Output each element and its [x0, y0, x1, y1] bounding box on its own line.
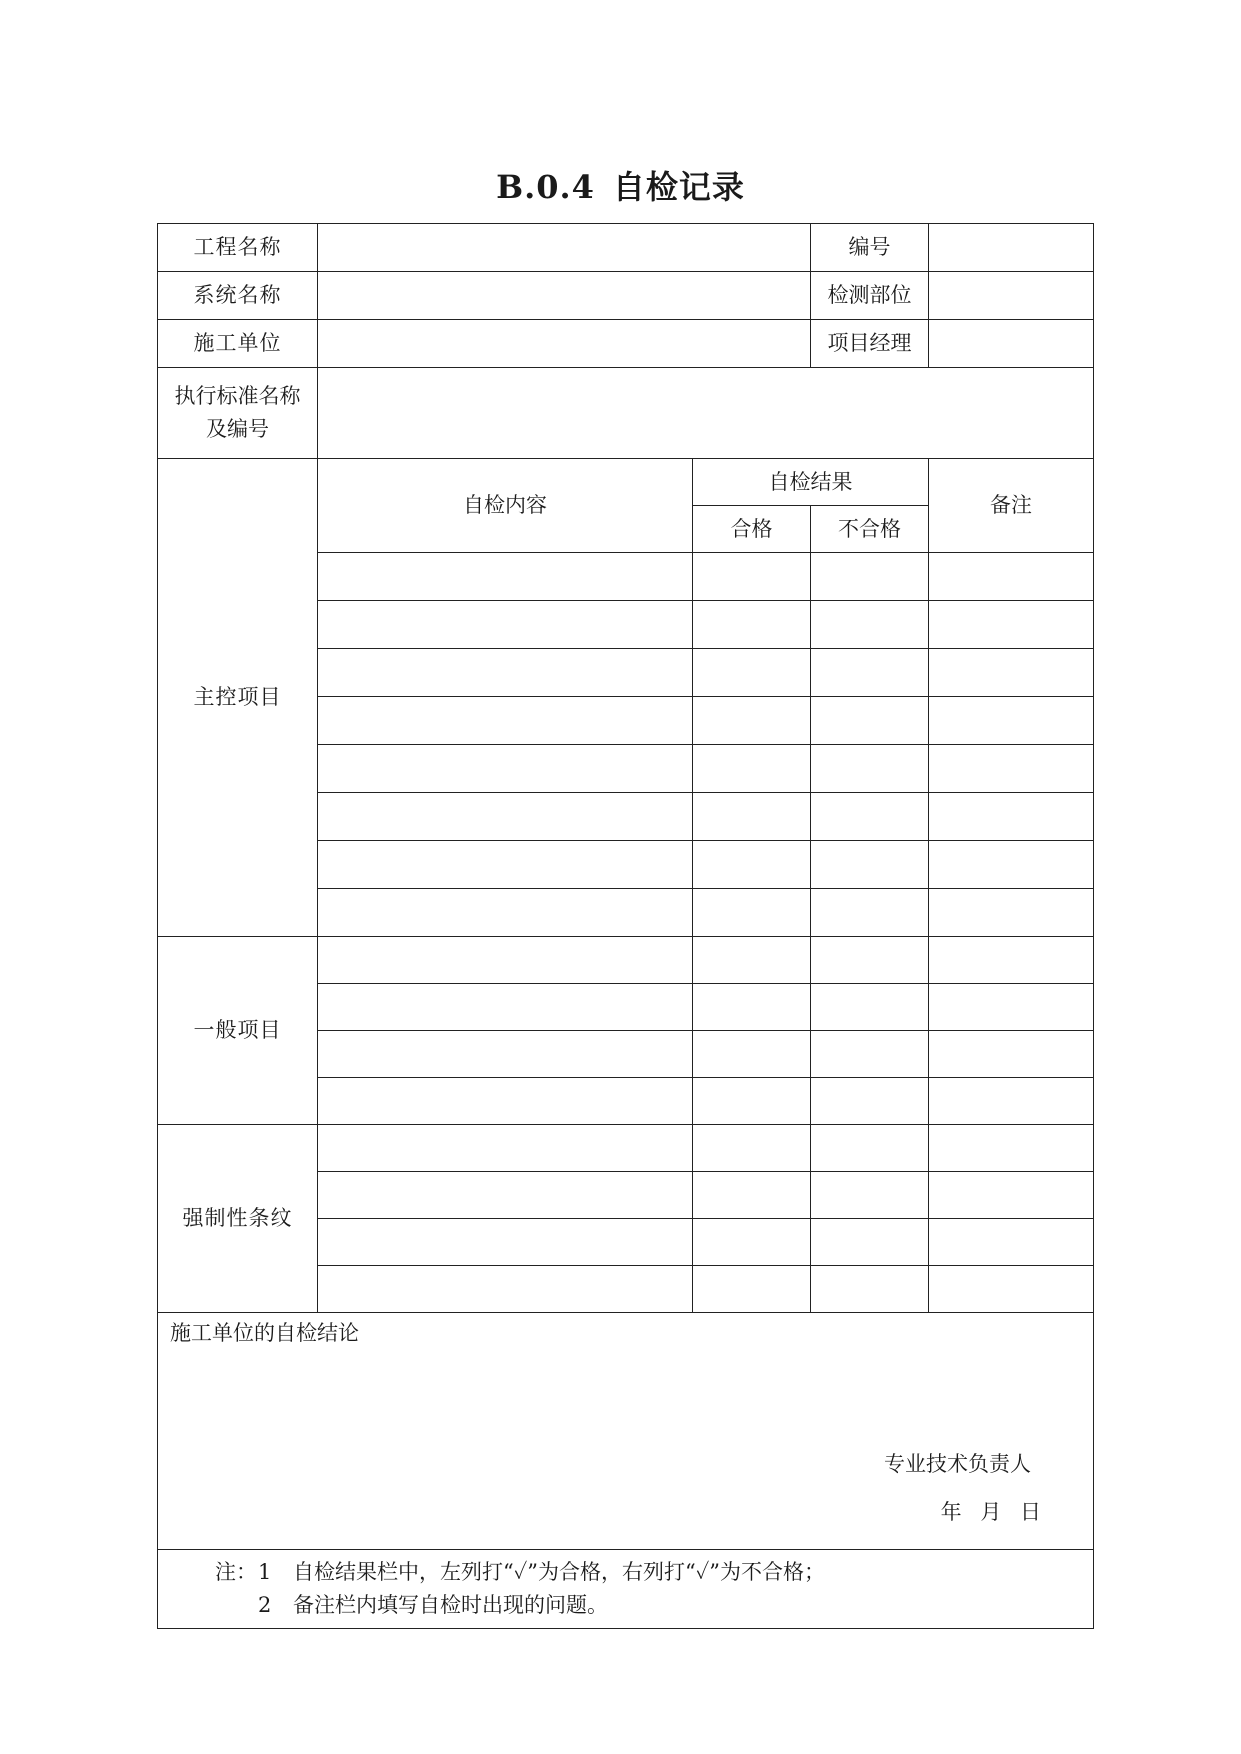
remark-cell[interactable] — [929, 1031, 1094, 1078]
pass-cell[interactable] — [693, 1219, 811, 1266]
fail-cell[interactable] — [811, 1172, 929, 1219]
pass-cell[interactable] — [693, 697, 811, 745]
project-manager-field[interactable] — [929, 320, 1094, 368]
pass-cell[interactable] — [693, 937, 811, 984]
construction-unit-field[interactable] — [318, 320, 811, 368]
result-header: 自检结果 — [693, 459, 929, 506]
remark-header: 备注 — [929, 459, 1094, 553]
pass-cell[interactable] — [693, 984, 811, 1031]
test-part-field[interactable] — [929, 272, 1094, 320]
pass-cell[interactable] — [693, 1125, 811, 1172]
construction-unit-label: 施工单位 — [158, 320, 318, 368]
conclusion-label: 施工单位的自检结论 — [170, 1321, 359, 1345]
table-row — [158, 937, 1094, 984]
content-header: 自检内容 — [318, 459, 693, 553]
content-cell[interactable] — [318, 937, 693, 984]
signer-label: 专业技术负责人 — [884, 1452, 1032, 1476]
section-mandatory-label: 强制性条纹 — [158, 1125, 318, 1313]
fail-cell[interactable] — [811, 889, 929, 937]
system-name-field[interactable] — [318, 272, 811, 320]
remark-cell[interactable] — [929, 601, 1094, 649]
content-cell[interactable] — [318, 841, 693, 889]
page-title — [0, 162, 1241, 208]
title-code: B.0.4 — [496, 168, 595, 206]
pass-cell[interactable] — [693, 889, 811, 937]
content-cell[interactable] — [318, 1172, 693, 1219]
fail-cell[interactable] — [811, 793, 929, 841]
project-name-label: 工程名称 — [158, 224, 318, 272]
pass-cell[interactable] — [693, 1031, 811, 1078]
content-cell[interactable] — [318, 1266, 693, 1313]
content-cell[interactable] — [318, 649, 693, 697]
pass-cell[interactable] — [693, 745, 811, 793]
pass-cell[interactable] — [693, 553, 811, 601]
content-cell[interactable] — [318, 1125, 693, 1172]
system-name-label: 系统名称 — [158, 272, 318, 320]
remark-cell[interactable] — [929, 841, 1094, 889]
pass-cell[interactable] — [693, 601, 811, 649]
content-cell[interactable] — [318, 697, 693, 745]
content-cell[interactable] — [318, 1078, 693, 1125]
pass-cell[interactable] — [693, 793, 811, 841]
remark-cell[interactable] — [929, 1219, 1094, 1266]
fail-cell[interactable] — [811, 601, 929, 649]
section-general-label: 一般项目 — [158, 937, 318, 1125]
fail-cell[interactable] — [811, 553, 929, 601]
fail-cell[interactable] — [811, 649, 929, 697]
remark-cell[interactable] — [929, 984, 1094, 1031]
pass-cell[interactable] — [693, 1078, 811, 1125]
remark-cell[interactable] — [929, 553, 1094, 601]
standard-label-line2: 及编号 — [206, 417, 269, 441]
table-row — [158, 1125, 1094, 1172]
fail-cell[interactable] — [811, 1125, 929, 1172]
fail-cell[interactable] — [811, 1031, 929, 1078]
note-number-1: 1 — [258, 1560, 272, 1584]
number-label: 编号 — [811, 224, 929, 272]
section-main-label: 主控项目 — [158, 459, 318, 937]
content-cell[interactable] — [318, 1219, 693, 1266]
remark-cell[interactable] — [929, 1078, 1094, 1125]
project-name-field[interactable] — [318, 224, 811, 272]
content-cell[interactable] — [318, 601, 693, 649]
self-check-form — [157, 223, 1094, 1629]
standard-field[interactable] — [318, 368, 1094, 459]
note-text-2: 备注栏内填写自检时出现的问题。 — [293, 1593, 608, 1617]
content-cell[interactable] — [318, 889, 693, 937]
number-field[interactable] — [929, 224, 1094, 272]
remark-cell[interactable] — [929, 1125, 1094, 1172]
remark-cell[interactable] — [929, 649, 1094, 697]
fail-cell[interactable] — [811, 1266, 929, 1313]
fail-cell[interactable] — [811, 841, 929, 889]
pass-header: 合格 — [693, 506, 811, 553]
remark-cell[interactable] — [929, 1266, 1094, 1313]
fail-cell[interactable] — [811, 937, 929, 984]
remark-cell[interactable] — [929, 1172, 1094, 1219]
remark-cell[interactable] — [929, 793, 1094, 841]
pass-cell[interactable] — [693, 1266, 811, 1313]
note-prefix: 注： — [215, 1560, 257, 1584]
pass-cell[interactable] — [693, 841, 811, 889]
test-part-label: 检测部位 — [811, 272, 929, 320]
fail-cell[interactable] — [811, 984, 929, 1031]
remark-cell[interactable] — [929, 937, 1094, 984]
content-cell[interactable] — [318, 984, 693, 1031]
content-cell[interactable] — [318, 793, 693, 841]
notes-section — [158, 1550, 1094, 1629]
note-text-1: 自检结果栏中，左列打“✓”为合格，右列打“✓”为不合格； — [293, 1560, 826, 1584]
date-label: 年 月 日 — [940, 1500, 1042, 1524]
fail-cell[interactable] — [811, 697, 929, 745]
fail-cell[interactable] — [811, 745, 929, 793]
remark-cell[interactable] — [929, 745, 1094, 793]
project-manager-label: 项目经理 — [811, 320, 929, 368]
fail-cell[interactable] — [811, 1078, 929, 1125]
remark-cell[interactable] — [929, 697, 1094, 745]
note-number-2: 2 — [258, 1593, 272, 1617]
pass-cell[interactable] — [693, 1172, 811, 1219]
conclusion-section[interactable] — [158, 1313, 1094, 1550]
title-text: 自检记录 — [612, 168, 745, 206]
content-cell[interactable] — [318, 1031, 693, 1078]
fail-header: 不合格 — [811, 506, 929, 553]
content-cell[interactable] — [318, 745, 693, 793]
fail-cell[interactable] — [811, 1219, 929, 1266]
standard-label-line1: 执行标准名称 — [174, 384, 301, 408]
remark-cell[interactable] — [929, 889, 1094, 937]
pass-cell[interactable] — [693, 649, 811, 697]
content-cell[interactable] — [318, 553, 693, 601]
standard-label — [158, 368, 318, 459]
